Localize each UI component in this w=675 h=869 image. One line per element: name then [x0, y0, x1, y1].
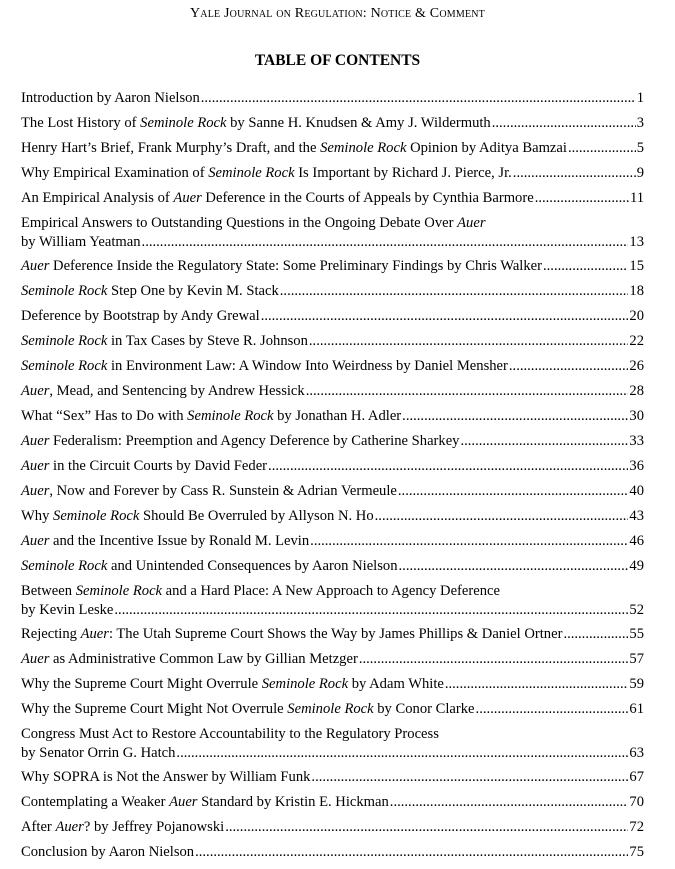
toc-entry-text: , Mead, and Sentencing by Andrew Hessick: [49, 383, 305, 399]
toc-page-number: 1: [636, 90, 644, 106]
toc-entry-title: [21, 139, 567, 158]
toc-page-number: 15: [629, 258, 644, 274]
dot-leader: [513, 164, 636, 183]
toc-entry-title: [21, 601, 113, 620]
toc-entry-italic-text: Seminole Rock: [320, 140, 407, 156]
dot-leader: [563, 625, 628, 644]
toc-entry-italic-text: Auer: [21, 433, 50, 449]
toc-entry-title: [21, 257, 542, 276]
toc-page-number: 55: [629, 626, 644, 642]
dot-leader: [114, 601, 628, 620]
toc-entry-text: The Lost History of: [21, 115, 141, 131]
toc-entry-italic-text: Seminole Rock: [21, 558, 108, 574]
toc-entry-italic-text: Auer: [55, 819, 84, 835]
toc-entry[interactable]: [21, 407, 644, 432]
toc-page-number: 11: [629, 190, 644, 206]
toc-entry[interactable]: [21, 557, 644, 582]
toc-entry-title: [21, 233, 141, 252]
dot-leader: [535, 189, 629, 208]
toc-entry-title: [21, 114, 491, 133]
toc-entry[interactable]: [21, 257, 644, 282]
toc-entry[interactable]: [21, 357, 644, 382]
toc-page-number: 61: [629, 701, 644, 717]
toc-entry-text: ? by Jeffrey Pojanowski: [83, 819, 225, 835]
dot-leader: [195, 843, 628, 862]
toc-entry-title: [21, 507, 374, 526]
dot-leader: [142, 233, 629, 252]
toc-entry-text: Why the Supreme Court Might Not Overrule: [21, 701, 288, 717]
dot-leader: [176, 744, 628, 763]
dot-leader: [261, 307, 629, 326]
toc-entry-text: Step One by Kevin M. Stack: [107, 283, 279, 299]
toc-page-number: 18: [629, 283, 644, 299]
toc-entry-text: Federalism: Preemption and Agency Deference by Catherine Sharkey: [49, 433, 460, 449]
toc-page-number: 46: [629, 533, 644, 549]
toc-entry[interactable]: [21, 650, 644, 675]
toc-entry[interactable]: [21, 482, 644, 507]
toc-entry[interactable]: [21, 307, 644, 332]
toc-entry[interactable]: [21, 114, 644, 139]
toc-entry-text: by Jonathan H. Adler: [273, 408, 402, 424]
toc-entry[interactable]: [21, 818, 644, 843]
toc-entry-author: by William Yeatman: [21, 234, 141, 250]
toc-page-number: 20: [629, 308, 644, 324]
toc-entry-italic-text: Auer: [21, 458, 50, 474]
toc-page-number: 28: [629, 383, 644, 399]
toc-entry-title: [21, 650, 358, 669]
toc-page-number: 67: [629, 769, 644, 785]
toc-page-number: 36: [629, 458, 644, 474]
dot-leader: [309, 332, 629, 351]
toc-entry-text: Should Be Overruled by Allyson N. Ho: [139, 508, 374, 524]
toc-page-number: 72: [629, 819, 644, 835]
dot-leader: [476, 700, 629, 719]
toc-entry-italic-text: Auer: [457, 215, 486, 231]
toc-entry-italic-text: Seminole Rock: [53, 508, 140, 524]
toc-entry-italic-text: Seminole Rock: [21, 283, 108, 299]
dot-leader: [399, 557, 629, 576]
toc-entry[interactable]: [21, 768, 644, 793]
toc-entry-text: Why Empirical Examination of: [21, 165, 209, 181]
toc-entry[interactable]: [21, 725, 644, 768]
toc-entry[interactable]: [21, 214, 644, 257]
toc-entry[interactable]: [21, 457, 644, 482]
toc-page-number: 5: [636, 140, 644, 156]
toc-entry-title: [21, 189, 534, 208]
toc-entry-text: Why SOPRA is Not the Answer by William Funk: [21, 769, 311, 785]
dot-leader: [310, 532, 628, 551]
toc-entry-title: [21, 282, 279, 301]
toc-entry[interactable]: [21, 164, 644, 189]
toc-entry-text: Introduction by Aaron Nielson: [21, 90, 200, 106]
toc-entry-text: in Tax Cases by Steve R. Johnson: [107, 333, 308, 349]
toc-entry-title: [21, 382, 305, 401]
toc-page-number: 30: [629, 408, 644, 424]
toc-entry[interactable]: [21, 625, 644, 650]
toc-page-number: 59: [629, 676, 644, 692]
toc-entry-text: Is Important by Richard J. Pierce, Jr.: [294, 165, 512, 181]
toc-entry[interactable]: [21, 332, 644, 357]
toc-page-number: 33: [629, 433, 644, 449]
dot-leader: [201, 89, 636, 108]
dot-leader: [398, 482, 629, 501]
toc-entry-text: Why: [21, 508, 54, 524]
toc-entry-title: [21, 818, 224, 837]
dot-leader: [402, 407, 628, 426]
toc-entry-italic-text: Auer: [169, 794, 198, 810]
toc-entry[interactable]: [21, 432, 644, 457]
toc-entry-title: [21, 164, 512, 183]
toc-entry-text: Rejecting: [21, 626, 81, 642]
toc-entry-text: and Unintended Consequences by Aaron Nielson: [107, 558, 398, 574]
toc-entry-italic-text: Auer: [21, 483, 50, 499]
toc-entry-italic-text: Auer: [80, 626, 109, 642]
dot-leader: [492, 114, 636, 133]
toc-page-number: 57: [629, 651, 644, 667]
toc-entry[interactable]: [21, 507, 644, 532]
toc-entry-italic-text: Auer: [21, 651, 50, 667]
dot-leader: [445, 675, 629, 694]
toc-entry-title: [21, 432, 459, 451]
dot-leader: [306, 382, 629, 401]
toc-entry-italic-text: Seminole Rock: [75, 583, 163, 599]
dot-leader: [543, 257, 628, 276]
toc-entry[interactable]: [21, 382, 644, 407]
toc-entry-text: What “Sex” Has to Do with: [21, 408, 188, 424]
toc-entry-text: , Now and Forever by Cass R. Sunstein & Adrian Vermeule: [49, 483, 397, 499]
toc-entry-title: [21, 407, 401, 426]
toc-entry-title: [21, 768, 310, 787]
toc-entry[interactable]: [21, 843, 644, 868]
table-of-contents: [21, 89, 644, 868]
toc-entry-text: Deference by Bootstrap by Andy Grewal: [21, 308, 260, 324]
toc-entry-author: by Kevin Leske: [21, 602, 114, 618]
dot-leader: [568, 139, 636, 158]
toc-entry-title: [21, 332, 308, 351]
toc-page-number: 26: [629, 358, 644, 374]
toc-page-number: 9: [636, 165, 644, 181]
toc-entry[interactable]: [21, 582, 644, 625]
dot-leader: [460, 432, 628, 451]
toc-entry[interactable]: [21, 793, 644, 818]
toc-page-number: 3: [636, 115, 644, 131]
toc-entry-text: in the Circuit Courts by David Feder: [49, 458, 268, 474]
toc-entry-author: by Senator Orrin G. Hatch: [21, 745, 176, 761]
toc-entry-italic-text: Auer: [173, 190, 202, 206]
toc-entry-text: Contemplating a Weaker: [21, 794, 170, 810]
dot-leader: [359, 650, 629, 669]
toc-entry-italic-text: Seminole Rock: [187, 408, 274, 424]
toc-entry-text: Between: [21, 583, 76, 599]
toc-page-number: 40: [629, 483, 644, 499]
toc-entry[interactable]: [21, 700, 644, 725]
dot-leader: [225, 818, 628, 837]
dot-leader: [280, 282, 629, 301]
toc-page-number: 52: [629, 602, 644, 618]
toc-entry-text: by Sanne H. Knudsen & Amy J. Wildermuth: [226, 115, 491, 131]
toc-title: TABLE OF CONTENTS: [254, 52, 421, 69]
toc-entry-text: Deference in the Courts of Appeals by Cynthia Barmore: [201, 190, 534, 206]
toc-entry[interactable]: [21, 532, 644, 557]
toc-entry-text: by Conor Clarke: [373, 701, 475, 717]
toc-entry-italic-text: Seminole Rock: [140, 115, 227, 131]
toc-entry[interactable]: [21, 139, 644, 164]
toc-entry-text: : The Utah Supreme Court Shows the Way by James Phillips & Daniel Ortner: [108, 626, 563, 642]
dot-leader: [509, 357, 629, 376]
toc-page-number: 13: [629, 234, 644, 250]
toc-entry-title: [21, 675, 444, 694]
toc-entry[interactable]: [21, 189, 644, 214]
toc-entry-text: After: [21, 819, 56, 835]
toc-entry-title: [21, 89, 200, 108]
toc-entry-text: as Administrative Common Law by Gillian Metzger: [49, 651, 358, 667]
toc-entry-title: [21, 843, 194, 862]
toc-entry-italic-text: Seminole Rock: [208, 165, 295, 181]
running-header: Yale Journal on Regulation: Notice & Comment: [189, 6, 485, 21]
toc-entry-text: in Environment Law: A Window Into Weirdness by Daniel Mensher: [107, 358, 508, 374]
toc-entry-italic-text: Seminole Rock: [21, 333, 108, 349]
toc-entry-title: [21, 700, 475, 719]
toc-entry-title: [21, 482, 397, 501]
toc-page-number: 70: [629, 794, 644, 810]
toc-entry-text: Standard by Kristin E. Hickman: [197, 794, 389, 810]
toc-entry-text: An Empirical Analysis of: [21, 190, 174, 206]
toc-entry-text: Deference Inside the Regulatory State: Some Preliminary Findings by Chris Walker: [49, 258, 542, 274]
toc-page-number: 49: [629, 558, 644, 574]
toc-entry-italic-text: Auer: [21, 258, 50, 274]
toc-entry-title: [21, 793, 389, 812]
toc-entry-title: [21, 532, 309, 551]
toc-entry-text: Congress Must Act to Restore Accountability to the Regulatory Process: [21, 726, 439, 742]
dot-leader: [311, 768, 628, 787]
toc-entry-text: by Adam White: [348, 676, 444, 692]
toc-entry-title: [21, 307, 260, 326]
dot-leader: [390, 793, 629, 812]
toc-entry-title: [21, 457, 267, 476]
toc-entry-title: [21, 625, 562, 644]
toc-entry-italic-text: Auer: [21, 533, 50, 549]
toc-entry-italic-text: Seminole Rock: [261, 676, 349, 692]
toc-entry-title: [21, 557, 398, 576]
toc-entry-text: Conclusion by Aaron Nielson: [21, 844, 195, 860]
toc-entry-text: Henry Hart’s Brief, Frank Murphy’s Draft, and the: [21, 140, 321, 156]
toc-entry-italic-text: Seminole Rock: [21, 358, 108, 374]
toc-entry[interactable]: [21, 89, 644, 114]
toc-entry-text: and a Hard Place: A New Approach to Agency Deference: [162, 583, 500, 599]
toc-page-number: 63: [629, 745, 644, 761]
dot-leader: [375, 507, 629, 526]
toc-entry[interactable]: [21, 675, 644, 700]
toc-entry-title: [21, 582, 644, 601]
toc-page-number: 75: [629, 844, 644, 860]
toc-entry-italic-text: Auer: [21, 383, 50, 399]
toc-entry-text: Empirical Answers to Outstanding Questions in the Ongoing Debate Over: [21, 215, 458, 231]
toc-entry-text: Opinion by Aditya Bamzai: [406, 140, 567, 156]
toc-entry-title: [21, 357, 508, 376]
toc-entry-title: [21, 744, 175, 763]
toc-entry-text: and the Incentive Issue by Ronald M. Levin: [49, 533, 310, 549]
toc-entry-title: [21, 725, 644, 744]
toc-entry-italic-text: Seminole Rock: [287, 701, 374, 717]
toc-entry[interactable]: [21, 282, 644, 307]
toc-page-number: 22: [629, 333, 644, 349]
toc-page-number: 43: [629, 508, 644, 524]
toc-entry-title: [21, 214, 644, 233]
toc-entry-text: Why the Supreme Court Might Overrule: [21, 676, 262, 692]
dot-leader: [268, 457, 628, 476]
